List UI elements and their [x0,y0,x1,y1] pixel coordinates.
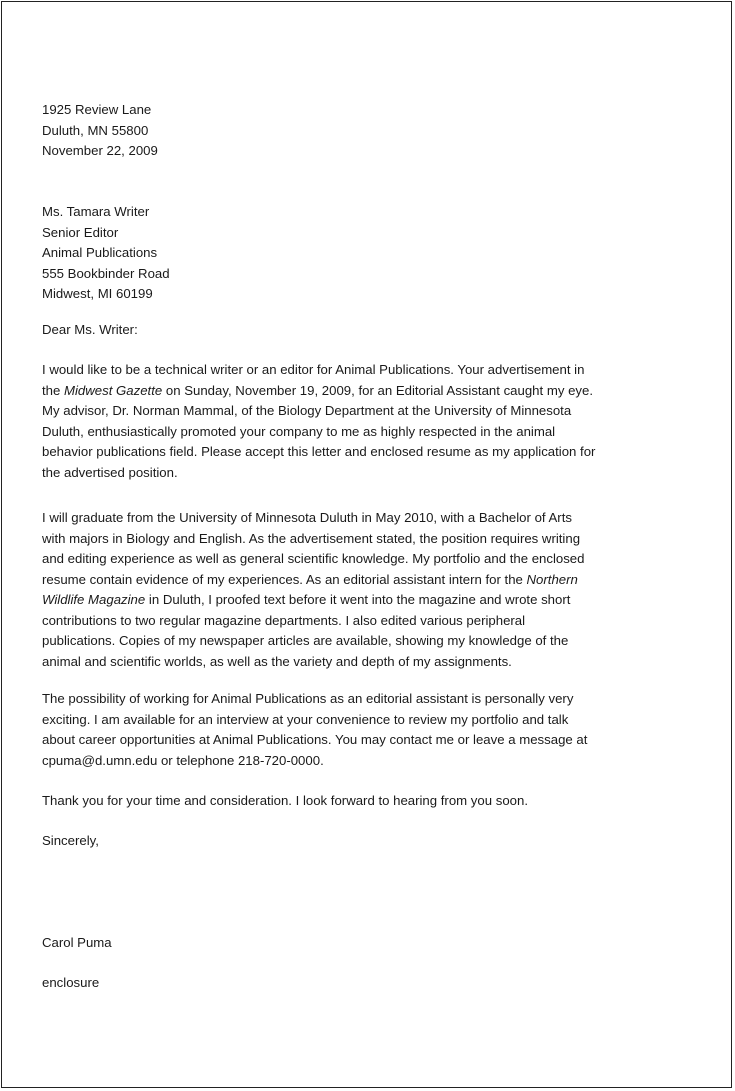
text-segment: about career opportunities at Animal Publications. You may contact me or leave a message at [42,732,588,747]
paragraph-2 [42,508,584,672]
text-line [42,631,584,652]
text-segment: in Duluth, I proofed text before it went into the magazine and wrote short [145,592,571,607]
italic-title: Midwest Gazette [64,382,163,398]
paragraph-4 [42,791,528,812]
text-segment: on Sunday, November 19, 2009, for an Editorial Assistant caught my eye. [162,382,594,398]
text-line [42,751,587,772]
text-segment: Thank you for your time and consideration. I look forward to hearing from you soon. [42,793,528,808]
text-line [42,652,584,673]
text-line [42,422,595,443]
text-segment: publications. Copies of my newspaper articles are available, showing my knowledge of the [42,633,569,648]
sender-address [42,100,158,162]
letter-date: November 22, 2009 [42,143,158,158]
recipient-title: Senior Editor [42,224,119,240]
text-line [42,791,528,812]
enclosure-note: enclosure [42,975,100,990]
signature-name: Carol Puma [42,935,112,950]
text-segment: resume contain evidence of my experiences. As an editorial assistant intern for the [42,571,527,587]
text-line [42,381,595,402]
text-segment: cpuma@d.umn.edu or telephone 218-720-0000. [42,752,324,768]
paragraph-1 [42,360,595,483]
letter-page [1,1,732,1088]
salutation: Dear Ms. Writer: [42,322,138,337]
text-segment: exciting. I am available for an interview at your convenience to review my portfolio and talk [42,711,569,727]
text-segment: The possibility of working for Animal Publications as an editorial assistant is personally very [42,691,574,706]
text-line [42,730,587,751]
text-segment: contributions to two regular magazine departments. I also edited various peripheral [42,612,526,628]
text-line [42,529,584,550]
text-segment: animal and scientific worlds, as well as the variety and depth of my assignments. [42,653,512,669]
text-line [42,710,587,731]
recipient-name: Ms. Tamara Writer [42,204,150,219]
text-segment: My advisor, Dr. Norman Mammal, of the Biology Department at the University of Minnesota [42,403,572,418]
recipient-address [42,202,170,305]
text-line [42,463,595,484]
text-line [42,401,595,422]
italic-title: Northern [526,571,578,587]
text-segment: behavior publications field. Please accept this letter and enclosed resume as my application for [42,444,596,459]
text-segment: I will graduate from the University of Minnesota Duluth in May 2010, with a Bachelor of Arts [42,510,572,525]
text-segment: with majors in Biology and English. As the advertisement stated, the position requires writing [42,530,581,546]
recipient-city: Midwest, MI 60199 [42,286,153,301]
text-segment: and editing experience as well as general scientific knowledge. My portfolio and the enclosed [42,551,585,566]
paragraph-3 [42,689,587,771]
text-segment: the [42,382,64,398]
text-line [42,360,595,381]
italic-title: Wildlife Magazine [42,592,146,607]
recipient-street: 555 Bookbinder Road [42,265,170,281]
text-line [42,442,595,463]
text-line [42,549,584,570]
sender-city: Duluth, MN 55800 [42,122,149,138]
text-line [42,611,584,632]
text-line [42,590,584,611]
text-line [42,508,584,529]
text-segment: the advertised position. [42,464,178,480]
sender-street: 1925 Review Lane [42,102,152,117]
text-line [42,689,587,710]
recipient-company: Animal Publications [42,245,158,260]
text-segment: Duluth, enthusiastically promoted your company to me as highly respected in the animal [42,423,556,439]
text-segment: I would like to be a technical writer or an editor for Animal Publications. Your advertisement in [42,362,585,377]
closing: Sincerely, [42,833,99,848]
text-line [42,570,584,591]
